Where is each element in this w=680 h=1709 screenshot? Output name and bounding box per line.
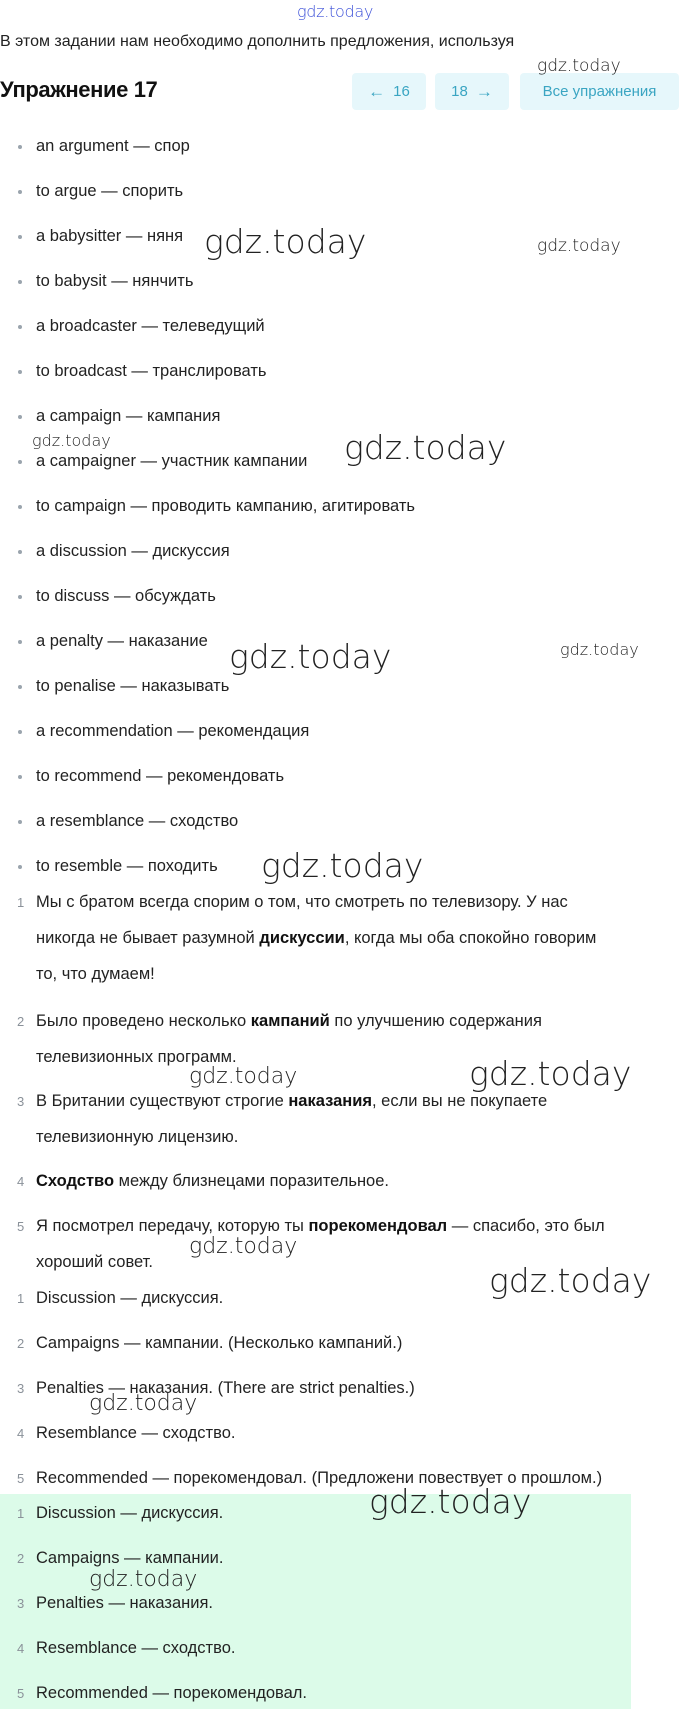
vocab-item: a penalty — наказание xyxy=(36,632,208,650)
list-number: 4 xyxy=(17,1641,25,1656)
list-number: 2 xyxy=(17,1014,25,1029)
answer-item: Recommended — порекомендовал. xyxy=(36,1684,308,1702)
watermark: gdz.today xyxy=(189,1234,298,1259)
sentence-line: хороший совет. xyxy=(36,1253,153,1271)
list-number: 4 xyxy=(17,1426,25,1441)
all-exercises-label: Все упражнения xyxy=(542,83,657,100)
watermark: gdz.today xyxy=(261,846,424,885)
next-exercise-label: 18 xyxy=(451,83,468,100)
watermark: gdz.today xyxy=(537,56,621,76)
answer-item: Discussion — дискуссия. xyxy=(36,1504,224,1522)
list-number: 5 xyxy=(17,1471,25,1486)
list-number: 4 xyxy=(17,1174,25,1189)
vocab-item: a discussion — дискуссия xyxy=(36,542,230,560)
vocab-item: a resemblance — сходство xyxy=(36,812,239,830)
arrow-right-icon: → xyxy=(475,81,493,101)
prev-exercise-label: 16 xyxy=(393,83,410,100)
watermark: gdz.today xyxy=(189,1064,298,1089)
next-exercise-button[interactable] xyxy=(435,73,509,110)
explanation-item: Campaigns — кампании. (Несколько кампаний.) xyxy=(36,1334,403,1352)
vocab-item: an argument — спор xyxy=(36,137,190,155)
list-number: 3 xyxy=(17,1596,25,1611)
sentence-line: Мы с братом всегда спорим о том, что смотреть по телевизору. У нас xyxy=(36,893,568,911)
watermark: gdz.today xyxy=(32,431,111,450)
sentence-line: В Британии существуют строгие наказания, если вы не покупаете xyxy=(36,1092,548,1110)
vocab-item: a broadcaster — телеведущий xyxy=(36,317,265,335)
watermark: gdz.today xyxy=(229,637,392,676)
answer-item: Resemblance — сходство. xyxy=(36,1639,236,1657)
vocab-item: a campaign — кампания xyxy=(36,407,221,425)
watermark: gdz.today xyxy=(469,1054,632,1093)
watermark: gdz.today xyxy=(89,1567,198,1592)
all-exercises-button[interactable] xyxy=(520,73,679,110)
vocab-item: a babysitter — няня xyxy=(36,227,184,245)
list-number: 5 xyxy=(17,1686,25,1701)
prev-exercise-button[interactable] xyxy=(352,73,426,110)
sentence-line: Я посмотрел передачу, которую ты порекомендовал — спасибо, это был xyxy=(36,1217,605,1235)
answer-word: кампаний xyxy=(250,1012,330,1030)
watermark: gdz.today xyxy=(560,640,639,659)
list-number: 1 xyxy=(17,895,25,910)
watermark: gdz.today xyxy=(537,236,621,256)
sentence-line: Сходство между близнецами поразительное. xyxy=(36,1172,389,1190)
list-number: 3 xyxy=(17,1381,25,1396)
vocab-item: to recommend — рекомендовать xyxy=(36,767,285,785)
explanation-item: Resemblance — сходство. xyxy=(36,1424,236,1442)
list-number: 3 xyxy=(17,1094,25,1109)
explanation-item: Penalties — наказания. (There are strict penalties.) xyxy=(36,1379,415,1397)
sentence-line: никогда не бывает разумной дискуссии, когда мы оба спокойно говорим xyxy=(36,929,597,947)
vocab-item: to discuss — обсуждать xyxy=(36,587,216,605)
vocab-item: to babysit — нянчить xyxy=(36,272,194,290)
list-number: 1 xyxy=(17,1506,25,1521)
list-number: 5 xyxy=(17,1219,25,1234)
vocab-item: a campaigner — участник кампании xyxy=(36,452,308,470)
sentence-line: Было проведено несколько кампаний по улучшению содержания xyxy=(36,1012,542,1030)
sentence-line: то, что думаем! xyxy=(36,965,155,983)
watermark: gdz.today xyxy=(489,1261,652,1300)
answer-word: дискуссии xyxy=(259,929,345,947)
answer-word: порекомендовал xyxy=(308,1217,448,1235)
list-number: 1 xyxy=(17,1291,25,1306)
watermark: gdz.today xyxy=(204,222,367,261)
vocab-item: a recommendation — рекомендация xyxy=(36,722,310,740)
intro-text: В этом задании нам необходимо дополнить предложения, используя xyxy=(0,33,515,50)
answer-word: Сходство xyxy=(36,1172,115,1190)
vocab-item: to resemble — походить xyxy=(36,857,218,875)
page-title: Упражнение 17 xyxy=(0,77,158,102)
watermark: gdz.today xyxy=(344,428,507,467)
vocab-item: to penalise — наказывать xyxy=(36,677,230,695)
vocab-item: to argue — спорить xyxy=(36,182,184,200)
list-number: 2 xyxy=(17,1336,25,1351)
explanation-item: Discussion — дискуссия. xyxy=(36,1289,224,1307)
explanation-item: Recommended — порекомендовал. (Предложени повествует о прошлом.) xyxy=(36,1469,603,1487)
sentence-line: телевизионную лицензию. xyxy=(36,1128,239,1146)
sentence-line: телевизионных программ. xyxy=(36,1048,237,1066)
watermark: gdz.today xyxy=(89,1391,198,1416)
vocab-item: to campaign — проводить кампанию, агитировать xyxy=(36,497,415,515)
list-number: 2 xyxy=(17,1551,25,1566)
arrow-left-icon: ← xyxy=(368,81,386,101)
answer-word: наказания xyxy=(288,1092,373,1110)
answer-item: Penalties — наказания. xyxy=(36,1594,213,1612)
watermark: gdz.today xyxy=(297,2,374,21)
answer-item: Campaigns — кампании. xyxy=(36,1549,224,1567)
watermark: gdz.today xyxy=(369,1482,532,1521)
vocab-item: to broadcast — транслировать xyxy=(36,362,267,380)
